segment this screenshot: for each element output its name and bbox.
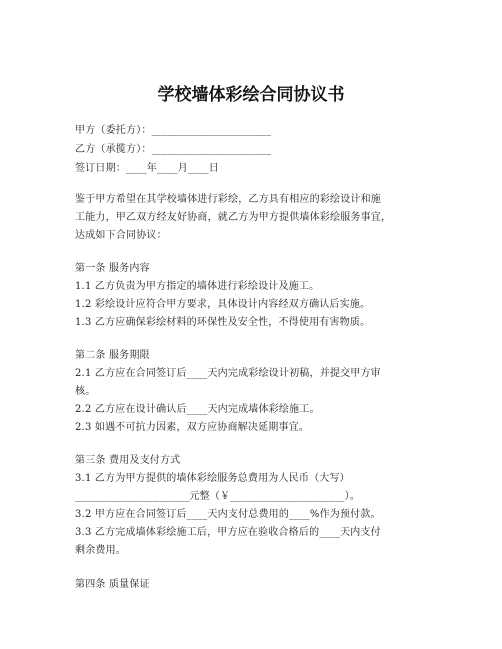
clause-line: 1.2 彩绘设计应符合甲方要求，具体设计内容经双方确认后实施。 — [75, 299, 371, 310]
clause-line: 2.2 乙方应在设计确认后____天内完成墙体彩绘施工。 — [75, 404, 320, 415]
preamble-line: 达成如下合同协议： — [75, 230, 167, 241]
clause-line: 1.1 乙方负责为甲方指定的墙体进行彩绘设计及施工。 — [75, 281, 320, 292]
article-heading: 第二条 服务期限 — [75, 350, 150, 361]
article-heading: 第三条 费用及支付方式 — [75, 455, 181, 466]
article-heading: 第一条 服务内容 — [75, 263, 150, 274]
clause-line: 3.1 乙方为甲方提供的墙体彩绘服务总费用为人民币（大写） — [75, 473, 350, 484]
preamble-line: 工能力，甲乙双方经友好协商，就乙方为甲方提供墙体彩绘服务事宜， — [75, 212, 392, 223]
article-heading: 第四条 质量保证 — [75, 579, 150, 590]
sign-date-line: 签订日期：____年____月____日 — [75, 163, 219, 174]
clause-line: 剩余费用。 — [75, 545, 126, 556]
clause-line: 3.3 乙方完成墙体彩绘施工后，甲方应在验收合格后的____天内支付 — [75, 527, 381, 538]
document-title: 学校墙体彩绘合同协议书 — [157, 85, 345, 105]
clause-line: 2.3 如遇不可抗力因素，双方应协商解决延期事宜。 — [75, 422, 310, 433]
clause-line: 3.2 甲方应在合同签订后____天内支付总费用的____%作为预付款。 — [75, 509, 381, 520]
preamble-line: 鉴于甲方希望在其学校墙体进行彩绘，乙方具有相应的彩绘设计和施 — [75, 194, 381, 205]
clause-line: ______________________元整（￥______________________）。 — [75, 491, 360, 502]
party-b-line: 乙方（承揽方）：_______________________ — [75, 144, 272, 155]
clause-line: 核。 — [75, 386, 96, 397]
clause-line: 1.3 乙方应确保彩绘材料的环保性及安全性，不得使用有害物质。 — [75, 317, 371, 328]
party-a-line: 甲方（委托方）：_______________________ — [75, 125, 272, 136]
clause-line: 2.1 乙方应在合同签订后____天内完成彩绘设计初稿，并提交甲方审 — [75, 368, 381, 379]
